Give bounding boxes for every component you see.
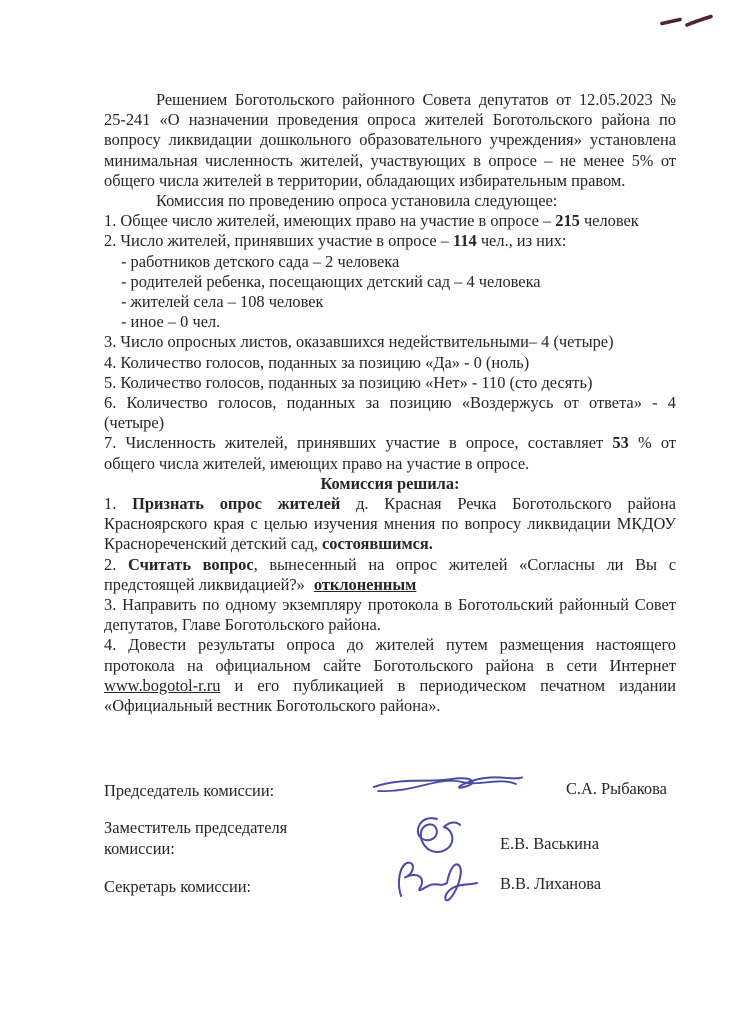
paragraph-commission-established: Комиссия по проведению опроса установила следующее:	[156, 191, 558, 211]
finding-7-text: 7. Численность жителей, принявших участие в опросе, составляет	[104, 433, 613, 453]
signature-name-likhanova: В.В. Лиханова	[500, 874, 602, 893]
finding-item-4: 4. Количество голосов, поданных за позицию «Да» - 0 (ноль)	[104, 352, 530, 372]
decision-4-suffix: и его публикацией в периодическом печатном издании «Официальный вестник Боготольского района».	[104, 675, 676, 716]
decision-2-result: отклоненным	[313, 574, 417, 594]
finding-7-value: 53	[612, 433, 629, 453]
decision-1-lead: Признать опрос жителей	[132, 494, 341, 514]
signature-name-vaskina: Е.В. Васькина	[500, 834, 599, 853]
signature-rybakova	[368, 768, 528, 800]
decision-1-number: 1.	[104, 494, 133, 514]
signature-name-rybakova: С.А. Рыбакова	[566, 779, 667, 798]
finding-2-sub-item: - родителей ребенка, посещающих детский сад – 4 человека	[121, 271, 541, 291]
paragraph-intro: Решением Боготольского районного Совета депутатов от 12.05.2023 № 25-241 «О назначении проведения опроса жителей Боготольского района по вопросу ликвидации дошкольного образовательного учреждения» установлена минимальная численность жителей, участвующих в опросе – не менее 5% от общего числа жителей в территории, обладающих избирательным правом.	[104, 90, 676, 190]
decision-2-number: 2.	[104, 554, 128, 574]
finding-1-text: 1. Общее число жителей, имеющих право на участие в опросе –	[104, 211, 556, 231]
decision-item-3: 3. Направить по одному экземпляру протокола в Боготольский районный Совет депутатов, Главе Боготольского района.	[104, 595, 676, 635]
signature-role-chairman: Председатель комиссии:	[104, 781, 275, 800]
decision-1-text: д. Красная Речка Боготольского района Красноярского края с целью изучения мнения по вопросу ликвидации МКДОУ Краснореченский детский сад,	[104, 494, 677, 554]
website-url: www.bogotol-r.ru	[104, 675, 221, 695]
decision-2-text: , вынесенный на опрос жителей «Согласны ли Вы с предстоящей ликвидацией?»	[104, 554, 676, 594]
decision-item-1	[104, 494, 676, 555]
finding-2-suffix: чел., из них:	[476, 231, 567, 251]
signature-likhanova	[390, 856, 488, 906]
finding-item-1	[104, 211, 676, 231]
finding-item-7	[104, 433, 676, 473]
decision-item-2	[104, 555, 676, 595]
finding-item-3: 3. Число опросных листов, оказавшихся недействительными– 4 (четыре)	[104, 332, 614, 352]
signature-role-deputy: Заместитель председателя комиссии:	[104, 818, 288, 858]
finding-2-sub-item: - жителей села – 108 человек	[121, 292, 324, 312]
finding-item-5: 5. Количество голосов, поданных за позицию «Нет» - 110 (сто десять)	[104, 372, 593, 392]
document-body	[104, 90, 676, 716]
decision-2-lead: Считать вопрос	[127, 554, 254, 574]
decision-item-4	[104, 635, 676, 716]
decisions-heading: Комиссия решила:	[320, 473, 460, 493]
finding-1-suffix: человек	[579, 211, 639, 231]
signature-role-secretary: Секретарь комиссии:	[104, 877, 252, 896]
finding-7-suffix: % от общего числа жителей, имеющих право на участие в опросе.	[104, 433, 677, 473]
decision-1-result: состоявшимся.	[322, 534, 433, 554]
finding-2-value: 114	[453, 231, 477, 251]
finding-1-value: 215	[555, 211, 580, 231]
finding-2-sub-item: - работников детского сада – 2 человека	[121, 251, 400, 271]
finding-2-sub-item: - иное – 0 чел.	[121, 312, 221, 332]
decision-4-text: 4. Довести результаты опроса до жителей путем размещения настоящего протокола на официальном сайте Боготольского района в сети Интернет	[104, 635, 676, 675]
finding-2-text: 2. Число жителей, принявших участие в опросе –	[104, 231, 454, 251]
signature-vaskina	[406, 812, 464, 860]
finding-item-2	[104, 231, 676, 251]
finding-item-6: 6. Количество голосов, поданных за позицию «Воздержусь от ответа» - 4 (четыре)	[104, 393, 676, 433]
pen-mark-icon	[655, 11, 717, 33]
